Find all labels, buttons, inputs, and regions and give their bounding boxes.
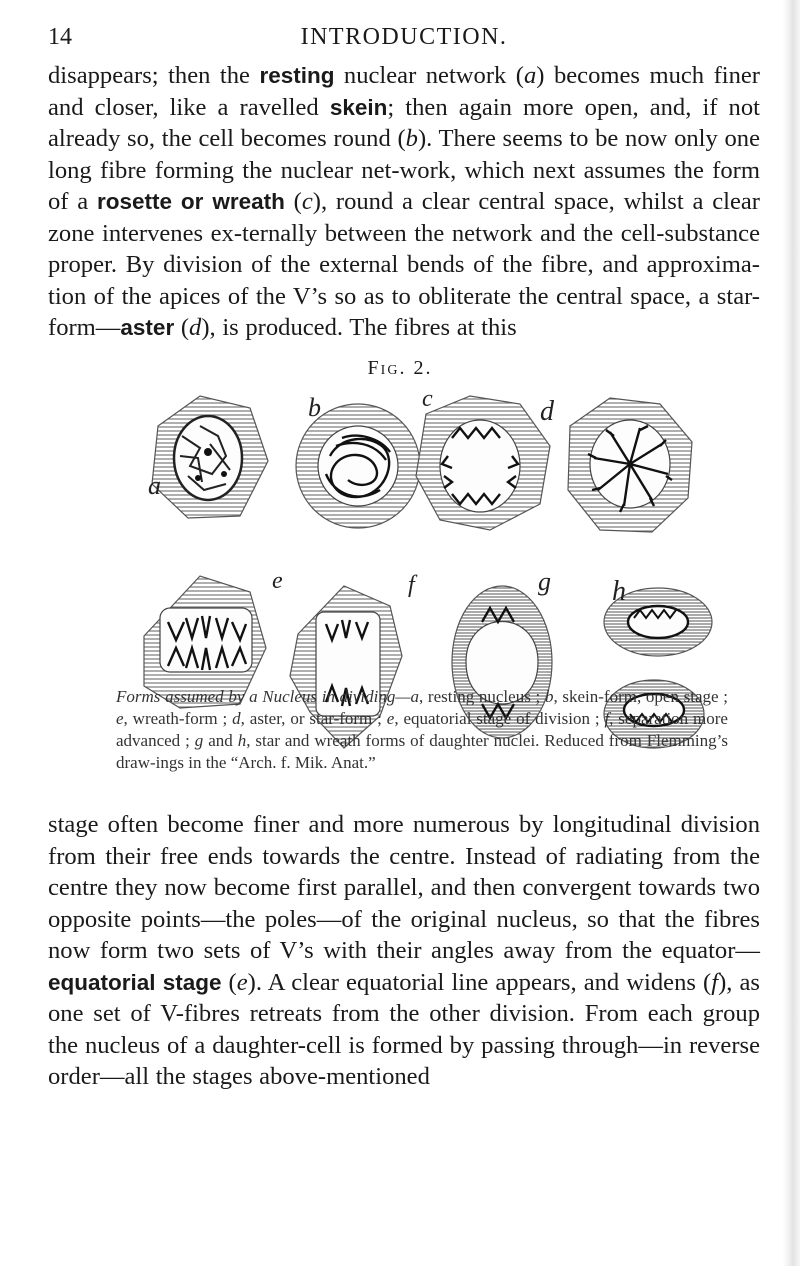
term-aster: aster [120, 315, 175, 340]
fig-letter-f: f [408, 572, 415, 598]
term-skein: skein [329, 94, 388, 120]
fig-letter-a: a [148, 471, 161, 500]
cell-c [416, 396, 550, 530]
page-header [48, 24, 760, 54]
figure-label: Fig. 2. [367, 357, 433, 379]
paragraph-2: stage often become finer and more numerous by longitudinal division from their free ends towards the centre. Instead of radiating from the centre they now become first parallel, and then convergent towards two opposite points—the poles—of the original nucleus, so that the fibres now form two sets of V’s with their angles away from the equator—equatorial stage (e). A clear equatorial line appears, and widens (f), as one set of V-fibres retreats from the other division. From each group the nucleus of a daughter-cell is formed by passing through—in reverse order—all the stages above-mentioned [48, 811, 760, 1090]
fig-letter-c: c [422, 386, 433, 412]
term-equatorial-stage: equatorial stage [48, 969, 222, 995]
paragraph-1: disappears; then the resting nuclear network (a) becomes much finer and closer, like a ravelled skein; then again more open, and, if not already so, the cell becomes round (b). There seems to be now only one long fibre forming the nuclear net-work, which next assumes the form of a rosette or wreath (c), round a clear central space, whilst a clear zone intervenes ex-ternally between the network and the cell-substance proper. By division of the external bends of the fibre, and approxima-tion of the apices of the V’s so as to obliterate the central space, a star-form—aster (d), is produced. The fibres at this [48, 62, 760, 341]
term-rosette: rosette or wreath [97, 189, 285, 214]
running-head: INTRODUCTION. [300, 24, 508, 50]
fig-letter-g: g [538, 567, 551, 596]
fig-letter-b: b [308, 393, 321, 422]
term-resting: resting [259, 63, 335, 88]
page-number: 14 [48, 24, 72, 50]
fig-letter-h: h [612, 576, 626, 607]
cell-a [152, 396, 268, 518]
page-edge-shadow [782, 0, 800, 1266]
cell-b [296, 404, 420, 528]
cell-d [568, 398, 692, 532]
fig-letter-e: e [272, 568, 283, 594]
fig-letter-d: d [540, 396, 554, 427]
figure-caption: Forms assumed by a Nucleus in dividing—a, resting nucleus ; b, skein-form, open stage ; e, wreath-form ; d, aster, or star-form ; e, equatorial stage of division ; f, separation more advanced ; g and h, star and wreath forms of daughter nuclei. Reduced from Flemming’s draw-ings in the “Arch. f. Mik. Anat.” [116, 687, 728, 772]
